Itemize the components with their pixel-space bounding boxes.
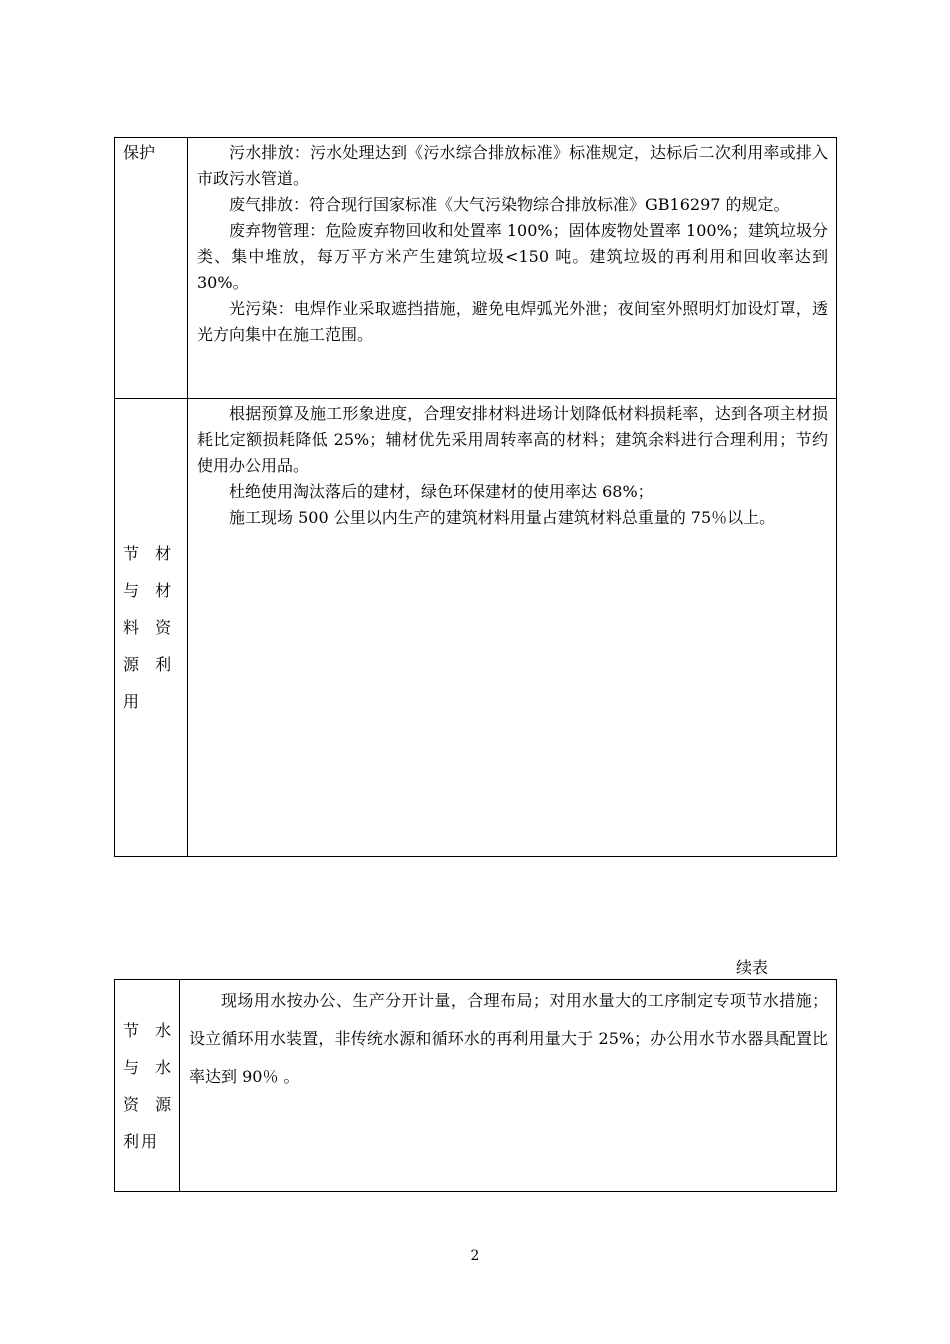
paragraph: 污水排放：污水处理达到《污水综合排放标准》标准规定，达标后二次利用率或排入市政污水管道。 xyxy=(197,143,828,188)
paragraph: 废气排放：符合现行国家标准《大气污染物综合排放标准》GB16297 的规定。 xyxy=(229,195,790,214)
paragraph: 根据预算及施工形象进度，合理安排材料进场计划降低材料损耗率，达到各项主材损耗比定额损耗降低 25%；辅材优先采用周转率高的材料；建筑余料进行合理利用；节约使用办公用品。 xyxy=(197,404,828,475)
continuation-label: 续表 xyxy=(736,958,769,977)
label-line: 料 资 xyxy=(123,618,174,637)
row-content xyxy=(180,980,837,1192)
env-protection-table xyxy=(114,137,837,857)
paragraph: 现场用水按办公、生产分开计量，合理布局；对用水量大的工序制定专项节水措施；设立循环用水装置，非传统水源和循环水的再利用量大于 25%；办公用水节水器具配置比率达到 90％ 。 xyxy=(189,991,828,1086)
label-line: 利用 xyxy=(123,1131,160,1151)
row-label xyxy=(115,980,180,1192)
label-line: 节 材 xyxy=(123,544,174,563)
paragraph: 杜绝使用淘汰落后的建材，绿色环保建材的使用率达 68%； xyxy=(229,482,654,501)
label-line: 节 水 xyxy=(123,1020,174,1040)
paragraph: 废弃物管理：危险废弃物回收和处置率 100%；固体废物处置率 100%；建筑垃圾分类、集中堆放，每万平方米产生建筑垃圾<150 吨。建筑垃圾的再利用和回收率达到 30%。 xyxy=(197,221,828,292)
row-label xyxy=(115,399,188,857)
label-line: 与 水 xyxy=(123,1057,174,1077)
label-line: 源 利 xyxy=(123,655,174,674)
table-row xyxy=(115,138,837,399)
label-line: 用 xyxy=(123,692,142,711)
water-saving-table xyxy=(114,979,837,1192)
row-label: 保护 xyxy=(115,138,188,399)
paragraph: 光污染：电焊作业采取遮挡措施，避免电焊弧光外泄；夜间室外照明灯加设灯罩，透光方向集中在施工范围。 xyxy=(197,299,828,344)
table-row xyxy=(115,980,837,1192)
paragraph: 施工现场 500 公里以内生产的建筑材料用量占建筑材料总重量的 75％以上。 xyxy=(229,508,776,527)
label-line: 资 源 xyxy=(123,1094,174,1114)
row-content xyxy=(188,399,837,857)
table-row xyxy=(115,399,837,857)
row-content xyxy=(188,138,837,399)
page-number: 2 xyxy=(470,1248,480,1264)
label-line: 与 材 xyxy=(123,581,174,600)
